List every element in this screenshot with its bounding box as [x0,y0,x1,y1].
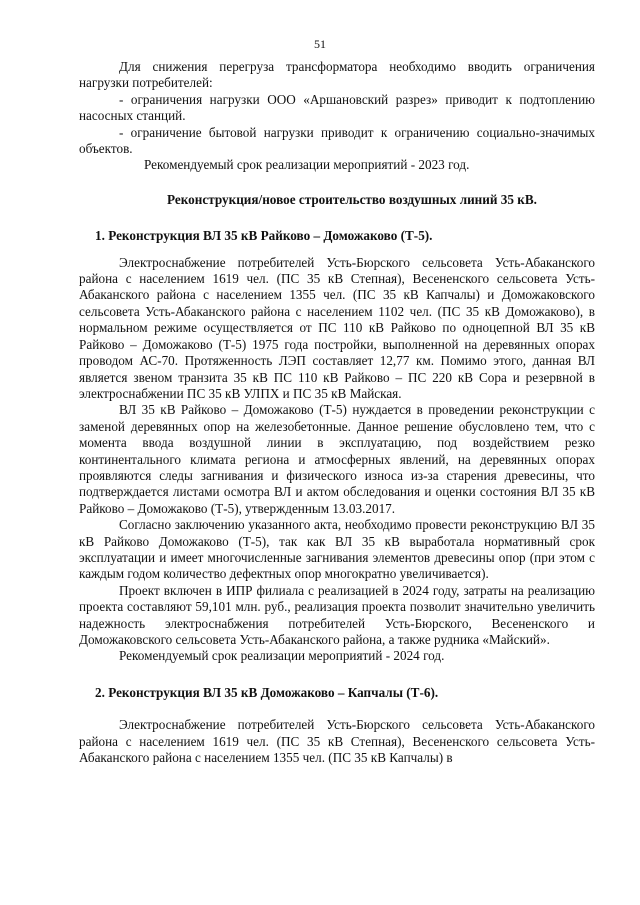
intro-bullet: - ограничения нагрузки ООО «Аршановский разрез» приводит к подтоплению насосных станций. [79,91,595,124]
item1-paragraph: Согласно заключению указанного акта, необходимо провести реконструкцию ВЛ 35 кВ Райково Доможаково (Т-5), так как ВЛ 35 кВ выработала нормативный срок эксплуатации и имеет многочисленные загнивания элементов древесины опор (при этом с каждым годом количество дефектных опор многократно увеличивается). [79,517,595,582]
section-title: Реконструкция/новое строительство воздушных линий 35 кВ. [167,191,537,207]
page-number: 51 [314,37,326,51]
item2-heading: 2. Реконструкция ВЛ 35 кВ Доможаково – Капчалы (Т-6). [95,684,439,700]
intro-paragraph: Для снижения перегруза трансформатора необходимо вводить ограничения нагрузки потребителей: [79,59,595,91]
item1-heading: 1. Реконструкция ВЛ 35 кВ Райково – Доможаково (Т-5). [95,228,433,244]
intro-deadline: Рекомендуемый срок реализации мероприятий - 2023 год. [144,157,470,173]
page-content [79,59,595,766]
item1-paragraph: Проект включен в ИПР филиала с реализацией в 2024 году, затраты на реализацию проекта составляют 59,101 млн. руб., реализация проекта позволит значительно увеличить надежность электроснабжения потребителей Усть-Бюрского, Весененского и Доможаковского сельсовета Усть-Абаканского района, а также рудника «Майский». [79,582,595,647]
item2-paragraph: Электроснабжение потребителей Усть-Бюрского сельсовета Усть-Абаканского района с населением 1619 чел. (ПС 35 кВ Степная), Весененского сельсовета Усть-Абаканского района с населением 1355 чел. (ПС 35 кВ Капчалы) в [79,717,595,766]
item1-paragraph: Электроснабжение потребителей Усть-Бюрского сельсовета Усть-Абаканского района с населением 1619 чел. (ПС 35 кВ Степная), Весененского сельсовета Усть-Абаканского района с населением 1355 чел. (ПС 35 кВ Капчалы) и Доможаковского сельсовета Усть-Абаканского района с населением 1102 чел. (ПС 35 кВ Доможаково), в нормальном режиме осуществляется от ПС 110 кВ Райково по одноцепной ВЛ 35 кВ Райково – Доможаково (Т-5) 1975 года постройки, выполненной на деревянных опорах проводом АС-70. Протяженность ЛЭП составляет 12,77 км. Помимо этого, данная ВЛ является звеном транзита 35 кВ ПС 110 кВ Райково – ПС 220 кВ Сора и резервной в электроснабжении ПС 35 кВ УЛПХ и ПС 35 кВ Майская. [79,254,595,401]
item1-deadline: Рекомендуемый срок реализации мероприятий - 2024 год. [119,648,445,664]
item1-paragraph: ВЛ 35 кВ Райково – Доможаково (Т-5) нуждается в проведении реконструкции с заменой деревянных опор на железобетонные. Данное решение обусловлено тем, что с момента ввода воздушной линии в эксплуатацию, под воздействием резко континентального климата региона и атмосферных явлений, на деревянных опорах проявляются следы загнивания и физического износа из-за старения древесины, что подтверждается листами осмотра ВЛ и актом обследования и оценки состояния ВЛ 35 кВ Райково – Доможаково (Т-5), утвержденным 13.03.2017. [79,402,595,516]
intro-bullet: - ограничение бытовой нагрузки приводит к ограничению социально-значимых объектов. [79,124,595,157]
